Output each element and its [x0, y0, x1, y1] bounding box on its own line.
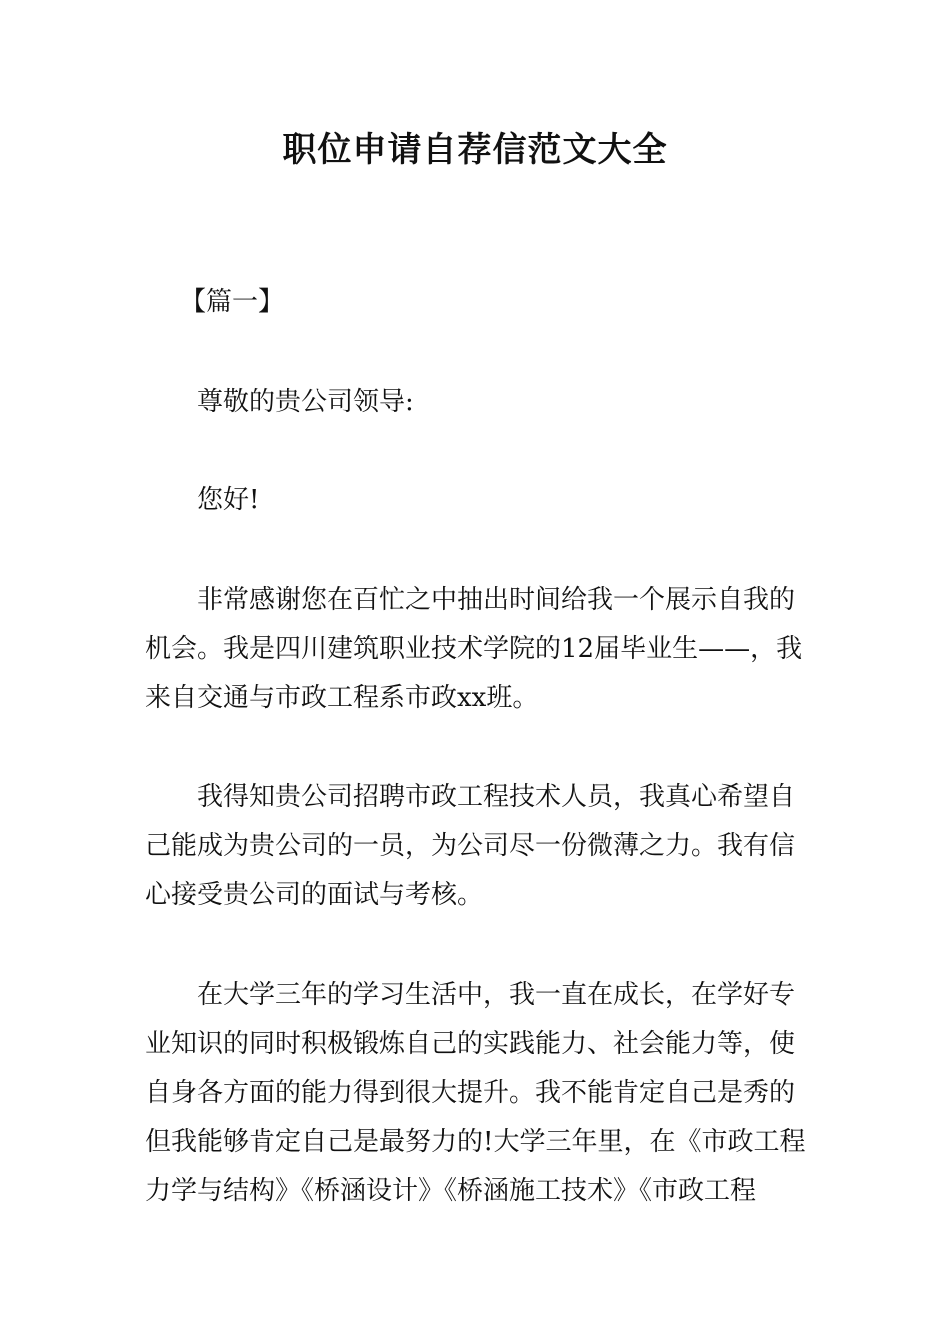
- paragraph-line: 己能成为贵公司的一员，为公司尽一份微薄之力。我有信: [145, 831, 796, 861]
- paragraph-line: 来自交通与市政工程系市政xx班。: [145, 683, 539, 713]
- paragraph-line: 但我能够肯定自己是最努力的!大学三年里，在《市政工程: [145, 1127, 806, 1157]
- paragraph-line: 心接受贵公司的面试与考核。: [145, 880, 484, 910]
- paragraph-line: 自身各方面的能力得到很大提升。我不能肯定自己是秀的: [145, 1078, 796, 1108]
- paragraph-line: 业知识的同时积极锻炼自己的实践能力、社会能力等，使: [145, 1029, 796, 1059]
- section-label: 【篇一】: [180, 287, 285, 317]
- paragraph-line: 机会。我是四川建筑职业技术学院的12届毕业生——，我: [145, 634, 803, 664]
- paragraph-line: 非常感谢您在百忙之中抽出时间给我一个展示自我的: [197, 585, 796, 615]
- paragraph-line: 力学与结构》《桥涵设计》《桥涵施工技术》《市政工程: [145, 1176, 757, 1206]
- salutation: 尊敬的贵公司领导:: [197, 387, 414, 417]
- paragraph-line: 我得知贵公司招聘市政工程技术人员，我真心希望自: [197, 782, 796, 812]
- greeting: 您好!: [197, 485, 260, 515]
- paragraph-line: 在大学三年的学习生活中，我一直在成长，在学好专: [197, 980, 796, 1010]
- document-title: 职位申请自荐信范文大全: [282, 130, 668, 170]
